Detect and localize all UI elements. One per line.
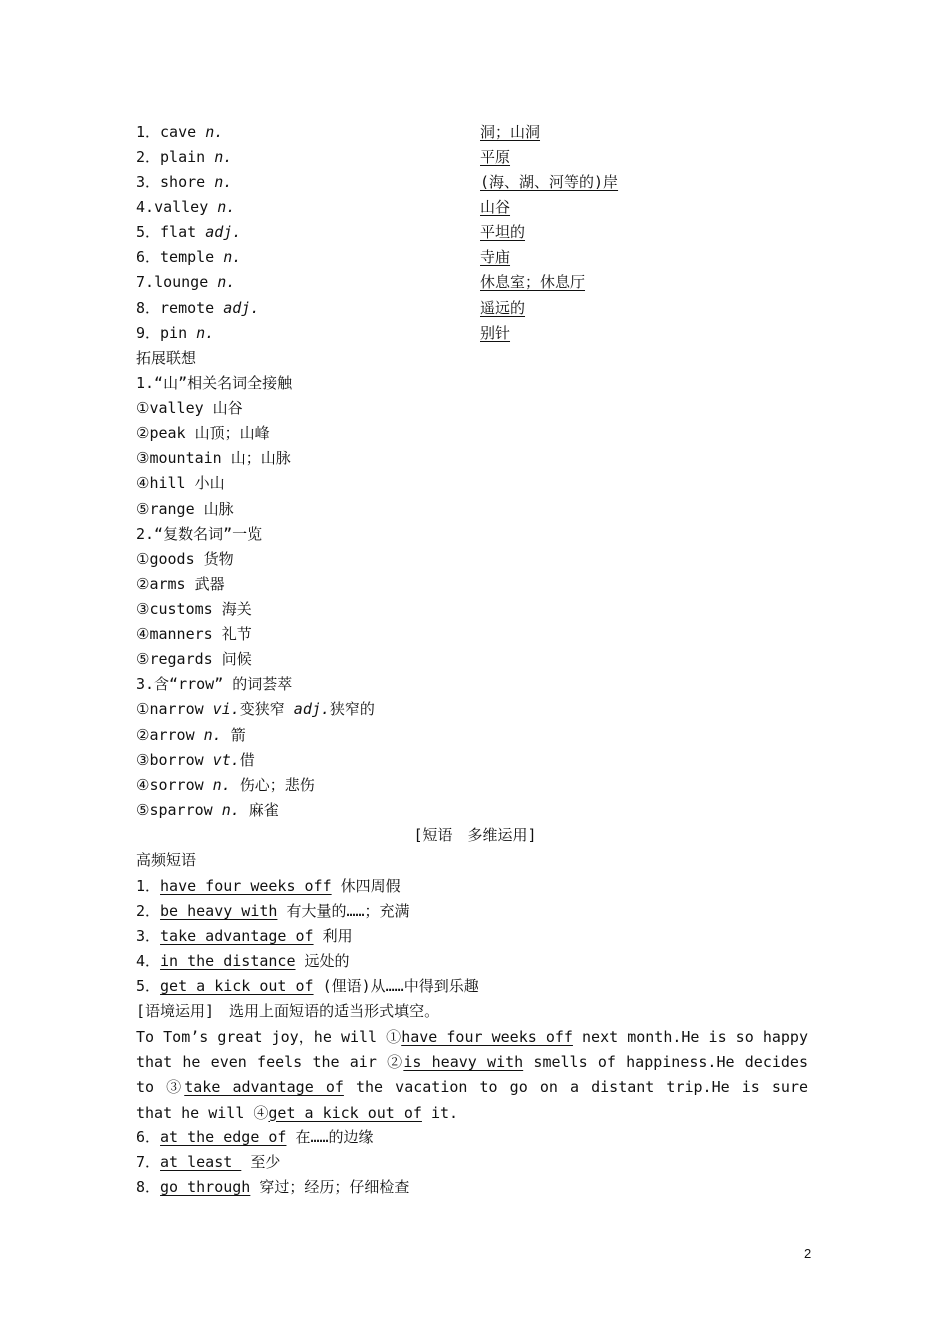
part-of-speech: adj.	[293, 700, 330, 718]
paragraph-text: the vacation to go on a distant trip.He is sure that he will ④	[136, 1078, 809, 1122]
meaning: 狭窄的	[329, 700, 375, 718]
vocab-meaning: 洞；山洞	[480, 123, 541, 141]
part-of-speech: n.	[205, 123, 224, 141]
context-instruction: [语境运用] 选用上面短语的适当形式填空。	[136, 1002, 440, 1020]
phrase-item	[136, 949, 350, 974]
list-item	[136, 798, 279, 823]
item-number: 2．	[136, 148, 161, 166]
blank-answer: have four weeks off	[401, 1028, 573, 1046]
vocab-word: temple	[160, 248, 215, 266]
vocab-meaning: 别针	[480, 324, 511, 342]
phrase-answer: take advantage of	[160, 927, 314, 945]
phrase-item	[136, 974, 479, 999]
phrase-answer: in the distance	[160, 952, 296, 970]
section-heading: 拓展联想	[136, 349, 197, 367]
phrase-item	[136, 1175, 409, 1200]
vocab-item	[136, 120, 223, 145]
part-of-speech: n.	[203, 726, 222, 744]
part-of-speech: n.	[214, 148, 233, 166]
item-number: 4.	[136, 198, 155, 216]
item-number: 3．	[136, 927, 161, 945]
part-of-speech: n.	[221, 801, 240, 819]
phrase-meaning: 至少	[241, 1153, 281, 1171]
vocab-word: valley	[154, 198, 209, 216]
vocab-word: remote	[160, 299, 215, 317]
meaning: 麻雀	[239, 801, 279, 819]
phrase-meaning: (俚语)从……中得到乐趣	[313, 977, 479, 995]
phrase-item	[136, 1125, 374, 1150]
blank-answer: take advantage of	[184, 1078, 344, 1097]
item-number: 9．	[136, 324, 161, 342]
part-of-speech: vi.	[212, 700, 240, 718]
vocab-item	[136, 270, 235, 295]
part-of-speech: n.	[217, 273, 236, 291]
item-number: 1．	[136, 877, 161, 895]
paragraph-text: it.	[421, 1103, 459, 1122]
vocab-item	[136, 220, 241, 245]
item-number: 1．	[136, 123, 161, 141]
group-title: 2.“复数名词”一览	[136, 525, 263, 543]
list-item: ①valley 山谷	[136, 399, 243, 417]
meaning: 变狭窄	[239, 700, 294, 718]
phrase-item	[136, 924, 353, 949]
list-item	[136, 773, 315, 798]
vocab-meaning: 平坦的	[480, 223, 526, 241]
part-of-speech: n.	[214, 173, 233, 191]
part-of-speech: n.	[212, 776, 231, 794]
phrase-meaning: 利用	[313, 927, 353, 945]
list-item: ③mountain 山；山脉	[136, 449, 291, 467]
item-number: 4．	[136, 952, 161, 970]
blank-answer: get a kick out of	[268, 1103, 422, 1122]
phrase-answer: go through	[160, 1178, 251, 1196]
paragraph-text: next month.He is so happy that he even feels the air ②	[136, 1028, 808, 1072]
part-of-speech: adj.	[223, 299, 260, 317]
list-item: ②peak 山顶；山峰	[136, 424, 270, 442]
vocab-meaning: 休息室；休息厅	[480, 273, 586, 291]
phrase-answer: be heavy with	[160, 902, 278, 920]
section-heading: 高频短语	[136, 851, 197, 869]
phrase-item	[136, 874, 401, 899]
phrase-item	[136, 1150, 280, 1175]
phrase-meaning: 穿过；经历；仔细检查	[250, 1178, 410, 1196]
vocab-item	[136, 170, 232, 195]
blank-answer: is heavy with	[403, 1053, 524, 1072]
vocab-meaning: 遥远的	[480, 299, 526, 317]
word: ⑤sparrow	[136, 801, 222, 819]
list-item	[136, 723, 246, 748]
item-number: 7.	[136, 273, 155, 291]
vocab-word: cave	[160, 123, 197, 141]
phrase-meaning: 在……的边缘	[286, 1128, 374, 1146]
phrase-meaning: 远处的	[295, 952, 350, 970]
vocab-meaning: (海、湖、河等的)岸	[480, 173, 619, 191]
phrase-answer: at least	[160, 1153, 242, 1171]
vocab-item	[136, 195, 235, 220]
item-number: 5．	[136, 977, 161, 995]
word: ④sorrow	[136, 776, 213, 794]
part-of-speech: vt.	[212, 751, 240, 769]
phrase-answer: have four weeks off	[160, 877, 332, 895]
vocab-word: lounge	[154, 273, 209, 291]
meaning: 伤心；悲伤	[230, 776, 315, 794]
group-title: 1.“山”相关名词全接触	[136, 374, 293, 392]
vocab-item	[136, 296, 259, 321]
vocab-item	[136, 245, 241, 270]
meaning: 借	[239, 751, 255, 769]
vocab-item	[136, 321, 214, 346]
section-title: [短语 多维运用]	[413, 826, 537, 844]
item-number: 6．	[136, 248, 161, 266]
phrase-answer: get a kick out of	[160, 977, 314, 995]
vocab-meaning: 山谷	[480, 198, 511, 216]
list-item: ④manners 礼节	[136, 625, 252, 643]
paragraph-text: smells of happiness.He decides to ③	[136, 1053, 808, 1097]
part-of-speech: adj.	[205, 223, 242, 241]
part-of-speech: n.	[217, 198, 236, 216]
item-number: 8．	[136, 299, 161, 317]
list-item: ②arms 武器	[136, 575, 225, 593]
page-number: 2	[804, 1246, 812, 1261]
vocab-word: shore	[160, 173, 206, 191]
word: ②arrow	[136, 726, 204, 744]
item-number: 7．	[136, 1153, 161, 1171]
item-number: 8．	[136, 1178, 161, 1196]
list-item: ⑤range 山脉	[136, 500, 234, 518]
item-number: 6．	[136, 1128, 161, 1146]
word: ③borrow	[136, 751, 213, 769]
list-item: ①goods 货物	[136, 550, 234, 568]
vocab-meaning: 平原	[480, 148, 511, 166]
part-of-speech: n.	[223, 248, 242, 266]
meaning: 箭	[221, 726, 246, 744]
item-number: 2．	[136, 902, 161, 920]
vocab-word: plain	[160, 148, 206, 166]
phrase-answer: at the edge of	[160, 1128, 287, 1146]
vocab-word: flat	[160, 223, 197, 241]
phrase-item	[136, 899, 410, 924]
phrase-meaning: 有大量的……；充满	[277, 902, 410, 920]
context-paragraph	[136, 1025, 808, 1126]
item-number: 5．	[136, 223, 161, 241]
item-number: 3．	[136, 173, 161, 191]
list-item	[136, 748, 255, 773]
vocab-word: pin	[160, 324, 188, 342]
list-item: ⑤regards 问候	[136, 650, 252, 668]
group-title: 3.含“rrow” 的词荟萃	[136, 675, 293, 693]
list-item: ③customs 海关	[136, 600, 252, 618]
phrase-meaning: 休四周假	[331, 877, 401, 895]
vocab-meaning: 寺庙	[480, 248, 511, 266]
paragraph-text: To Tom’s great joy，he will ①	[136, 1028, 402, 1046]
vocab-item	[136, 145, 232, 170]
word: ①narrow	[136, 700, 213, 718]
list-item: ④hill 小山	[136, 474, 225, 492]
list-item	[136, 697, 375, 722]
part-of-speech: n.	[196, 324, 215, 342]
